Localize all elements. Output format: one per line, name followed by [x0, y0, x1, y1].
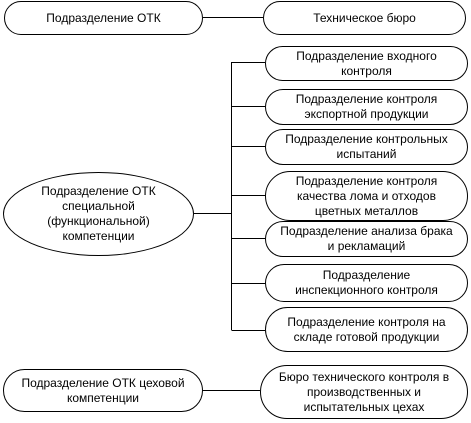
node-tech-bureau: Техническое бюро	[263, 1, 466, 35]
node-warehouse-control: Подразделение контроля на складе готовой продукции	[265, 307, 468, 352]
node-scrap-control: Подразделение контроля качества лома и отходов цветных металлов	[265, 171, 468, 221]
node-otk: Подразделение ОТК	[4, 1, 203, 35]
node-control-tests: Подразделение контрольных испытаний	[265, 129, 468, 165]
node-shop-bureau: Бюро технического контроля в производственных и испытательных цехах	[260, 365, 468, 419]
node-inspection-control: Подразделение инспекционного контроля	[265, 264, 468, 302]
node-export-control: Подразделение контроля экспортной продукции	[265, 89, 468, 125]
node-incoming-control: Подразделение входного контроля	[265, 46, 468, 81]
node-special-competence: Подразделение ОТК специальной (функциональной) компетенции	[3, 172, 194, 256]
node-shop-competence: Подразделение ОТК цеховой компетенции	[3, 369, 203, 412]
node-defects-analysis: Подразделение анализа брака и рекламаций	[265, 221, 468, 257]
